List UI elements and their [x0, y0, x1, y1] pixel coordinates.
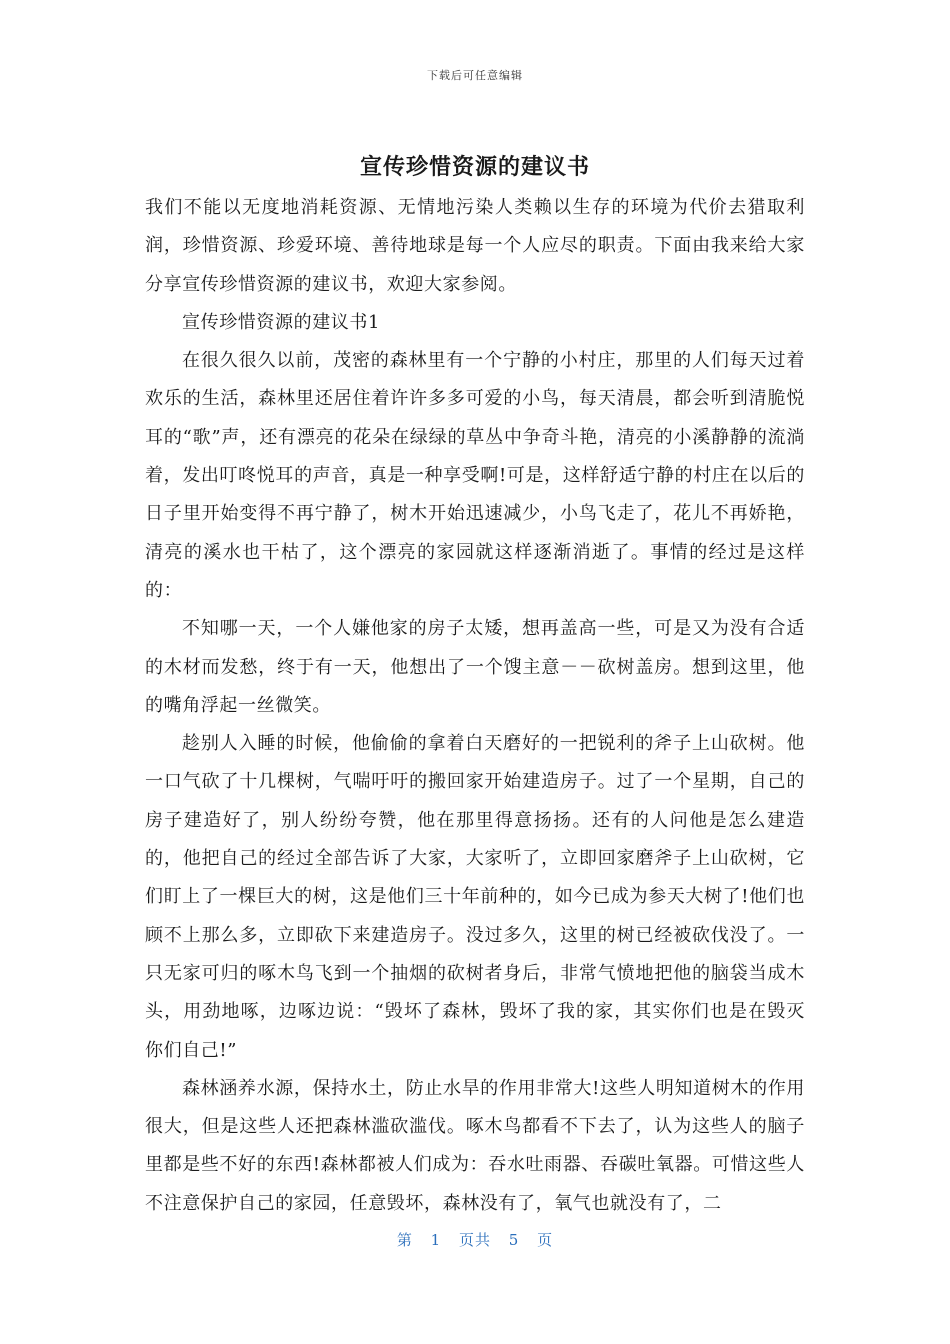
document-title: 宣传珍惜资源的建议书: [359, 155, 590, 180]
body-paragraph: 不知哪一天，一个人嫌他家的房子太矮，想再盖高一些，可是又为没有合适的木材而发愁，终于有一天，他想出了一个馊主意－－砍树盖房。想到这里，他的嘴角浮起一丝微笑。: [145, 618, 805, 716]
header-note: 下载后可任意编辑: [427, 69, 523, 82]
body-paragraph: 在很久很久以前，茂密的森林里有一个宁静的小村庄，那里的人们每天过着欢乐的生活，森林里还居住着许许多多可爱的小鸟，每天清晨，都会听到清脆悦耳的“歌”声，还有漂亮的花朵在绿绿的草丛中争奇斗艳，清亮的小溪静静的流淌着，发出叮咚悦耳的声音，真是一种享受啊!可是，这样舒适宁静的村庄在以后的日子里开始变得不再宁静了，树木开始迅速减少，小鸟飞走了，花儿不再娇艳，清亮的溪水也干枯了，这个漂亮的家园就这样逐渐消逝了。事情的经过是这样的：: [145, 350, 805, 601]
intro-paragraph: 我们不能以无度地消耗资源、无情地污染人类赖以生存的环境为代价去猎取利润，珍惜资源、珍爱环境、善待地球是每一个人应尽的职责。下面由我来给大家分享宣传珍惜资源的建议书，欢迎大家参阅。: [145, 197, 805, 295]
body-paragraph: 森林涵养水源，保持水土，防止水旱的作用非常大!这些人明知道树木的作用很大，但是这些人还把森林滥砍滥伐。啄木鸟都看不下去了，认为这些人的脑子里都是些不好的东西!森林都被人们成为：吞水吐雨器、吞碳吐氧器。可惜这些人不注意保护自己的家园，任意毁坏，森林没有了，氧气也就没有了，二: [145, 1077, 805, 1214]
section-heading: 宣传珍惜资源的建议书1: [182, 311, 381, 333]
page-footer: 第 1 页共 5 页: [396, 1231, 554, 1249]
body-paragraph: 趁别人入睡的时候，他偷偷的拿着白天磨好的一把锐利的斧子上山砍树。他一口气砍了十几棵树，气喘吁吁的搬回家开始建造房子。过了一个星期，自己的房子建造好了，别人纷纷夸赞，他在那里得意扬扬。还有的人问他是怎么建造的，他把自己的经过全部告诉了大家，大家听了，立即回家磨斧子上山砍树，它们盯上了一棵巨大的树，这是他们三十年前种的，如今已成为参天大树了!他们也顾不上那么多，立即砍下来建造房子。没过多久，这里的树已经被砍伐没了。一只无家可归的啄木鸟飞到一个抽烟的砍树者身后，非常气愤地把他的脑袋当成木头，用劲地啄，边啄边说：“毁坏了森林，毁坏了我的家，其实你们也是在毁灭你们自己!”: [145, 733, 805, 1061]
document-body: [145, 189, 805, 1223]
